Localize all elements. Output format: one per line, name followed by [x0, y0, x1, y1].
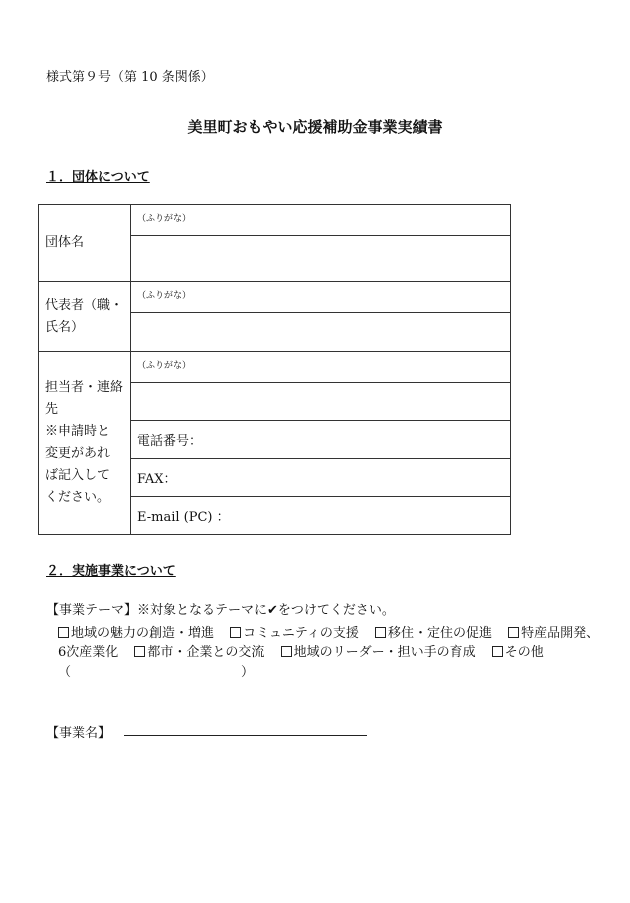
contact-label-line: 担当者・連絡: [45, 380, 124, 395]
furigana-label: （ふりがな）: [137, 214, 192, 224]
paren-close: ）: [241, 665, 255, 680]
paren-open: （: [58, 665, 72, 680]
email-label: E-mail (PC) ：: [137, 510, 230, 525]
theme-option[interactable]: [375, 626, 492, 641]
project-name-field[interactable]: [124, 735, 367, 736]
theme-option[interactable]: [230, 626, 359, 641]
phone-label: 電話番号：: [137, 434, 203, 449]
phone-field[interactable]: [131, 421, 511, 459]
section-1-heading: １．団体について: [46, 170, 150, 185]
theme-option-label: 移住・定住の促進: [388, 626, 493, 641]
representative-field[interactable]: [131, 313, 511, 352]
theme-option-label: コミュニティの支援: [243, 626, 359, 641]
form-number: 様式第９号（第 10 条関係）: [46, 70, 214, 85]
theme-option[interactable]: [281, 645, 476, 660]
org-name-field[interactable]: [131, 236, 511, 282]
fax-label: FAX：: [137, 472, 177, 487]
theme-option[interactable]: [508, 626, 599, 641]
checkbox[interactable]: [375, 627, 386, 638]
furigana-label: （ふりがな）: [137, 291, 192, 301]
contact-label-line: ※申請時と: [45, 424, 111, 439]
contact-label-line: ば記入して: [45, 468, 111, 483]
project-name-label: 【事業名】: [46, 726, 112, 741]
theme-option[interactable]: [492, 645, 544, 660]
org-name-furigana-field[interactable]: [131, 205, 511, 236]
furigana-label: （ふりがな）: [137, 361, 192, 371]
section-2-heading: ２．実施事業について: [46, 564, 176, 579]
checkbox[interactable]: [134, 646, 145, 657]
contact-label-line: ください。: [45, 490, 111, 505]
checkbox[interactable]: [508, 627, 519, 638]
theme-option-label: 地域の魅力の創造・増進: [71, 626, 215, 641]
contact-name-field[interactable]: [131, 383, 511, 421]
contact-label: [39, 352, 131, 535]
organization-table: [38, 204, 511, 535]
checkbox[interactable]: [492, 646, 503, 657]
contact-furigana-field[interactable]: [131, 352, 511, 383]
org-name-label: 団体名: [39, 205, 131, 282]
representative-label-line2: 氏名）: [45, 319, 85, 335]
representative-label: [39, 282, 131, 352]
document-title: 美里町おもやい応援補助金事業実績書: [187, 118, 443, 136]
fax-field[interactable]: [131, 459, 511, 497]
theme-option-label: 都市・企業との交流: [147, 645, 265, 660]
theme-option-label: 特産品開発、: [521, 626, 600, 641]
theme-option[interactable]: [58, 626, 214, 641]
theme-options-row-1: [58, 622, 599, 641]
checkbox[interactable]: [58, 627, 69, 638]
contact-label-line: 先: [45, 402, 59, 417]
theme-prompt: 【事業テーマ】※対象となるテーマに✔をつけてください。: [46, 603, 395, 618]
representative-furigana-field[interactable]: [131, 282, 511, 313]
contact-label-line: 変更があれ: [45, 446, 111, 461]
email-field[interactable]: [131, 497, 511, 535]
theme-option-label: 地域のリーダー・担い手の育成: [293, 645, 476, 660]
theme-option-label: その他: [504, 645, 544, 660]
theme-options-row-2: [58, 641, 544, 660]
checkbox[interactable]: [281, 646, 292, 657]
representative-label-line1: 代表者（職・: [45, 297, 124, 313]
theme-option-label-continued: 6次産業化: [58, 645, 119, 660]
theme-option[interactable]: [134, 645, 264, 660]
checkbox[interactable]: [230, 627, 241, 638]
other-theme-field[interactable]: [58, 661, 254, 680]
